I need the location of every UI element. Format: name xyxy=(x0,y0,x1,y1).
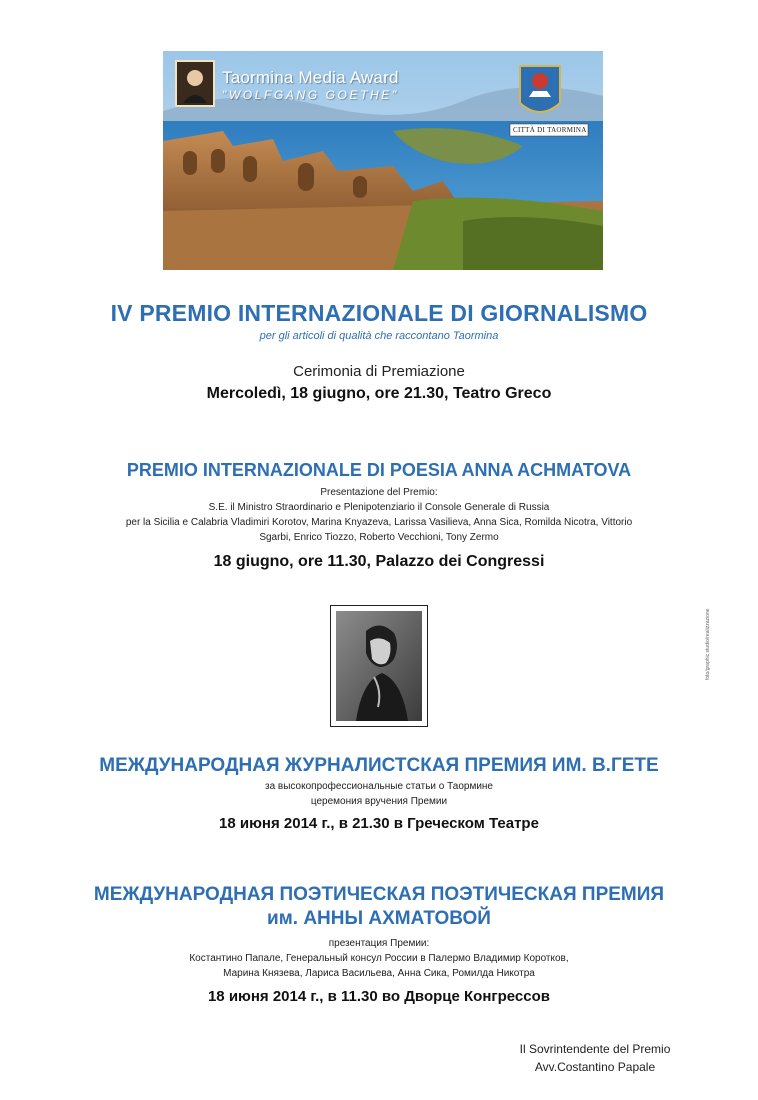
section1-title: IV PREMIO INTERNAZIONALE DI GIORNALISMO xyxy=(110,300,648,326)
signature-block xyxy=(480,1040,710,1076)
presentation-line: Марина Князева, Лариса Васильева, Анна Сика, Ромилда Никотра xyxy=(223,968,535,979)
signature-role: Il Sovrintendente del Premio xyxy=(519,1042,671,1056)
coat-of-arms-label: CITTÀ DI TAORMINA xyxy=(513,126,587,134)
section1-subtitle: per gli articoli di qualità che raccontano Taormina xyxy=(259,330,499,342)
signature-name: Avv.Costantino Papale xyxy=(534,1060,656,1074)
section2-date: 18 giugno, ore 11.30, Palazzo dei Congressi xyxy=(213,553,545,570)
section4-date: 18 июня 2014 г., в 11.30 во Дворце Конгрессов xyxy=(207,988,551,1005)
banner-subtitle: "WOLFGANG GOETHE" xyxy=(222,88,399,102)
section2-title: PREMIO INTERNAZIONALE DI POESIA ANNA ACHMATOVA xyxy=(126,460,632,480)
section1-date: Mercoledì, 18 giugno, ore 21.30, Teatro Greco xyxy=(206,385,552,402)
presentation-line: Presentazione del Premio: xyxy=(320,487,438,498)
portrait-photo xyxy=(330,605,428,727)
presentation-line: презентация Премии: xyxy=(328,938,430,949)
section3-ceremony: церемония вручения Премии xyxy=(310,796,448,807)
presentation-line: Костантино Папале, Генеральный консул России в Палермо Владимир Коротков, xyxy=(189,953,569,964)
section3-date: 18 июня 2014 г., в 21.30 в Греческом Театре xyxy=(219,815,539,832)
section3-subtitle: за высокопрофессиональные статьи о Таормине xyxy=(265,781,493,792)
presentation-line: S.E. il Ministro Straordinario e Plenipotenziario il Console Generale di Russia xyxy=(208,502,550,513)
section4-title: МЕЖДУНАРОДНАЯ ПОЭТИЧЕСКАЯ ПОЭТИЧЕСКАЯ ПРЕМИЯ xyxy=(93,884,665,905)
section4-title-line2: им. АННЫ АХМАТОВОЙ xyxy=(267,908,491,929)
banner-title: Taormina Media Award xyxy=(222,68,399,87)
presentation-line: Sgarbi, Enrico Tiozzo, Roberto Vecchioni, Tony Zermo xyxy=(259,532,499,543)
section4-presentation xyxy=(0,936,758,981)
section3-title: МЕЖДУНАРОДНАЯ ЖУРНАЛИСТСКАЯ ПРЕМИЯ ИМ. В.ГЕТЕ xyxy=(99,755,659,776)
presentation-line: per la Sicilia e Calabria Vladimiri Korotov, Marina Knyazeva, Larissa Vasilieva, Anna Sica, Romilda Nicotra, Vittorio xyxy=(125,517,633,528)
section2-presentation xyxy=(0,485,758,545)
side-credit: foto/graphic studio/realizzazione xyxy=(705,608,711,680)
section1-ceremony: Cerimonia di Premiazione xyxy=(293,363,465,380)
